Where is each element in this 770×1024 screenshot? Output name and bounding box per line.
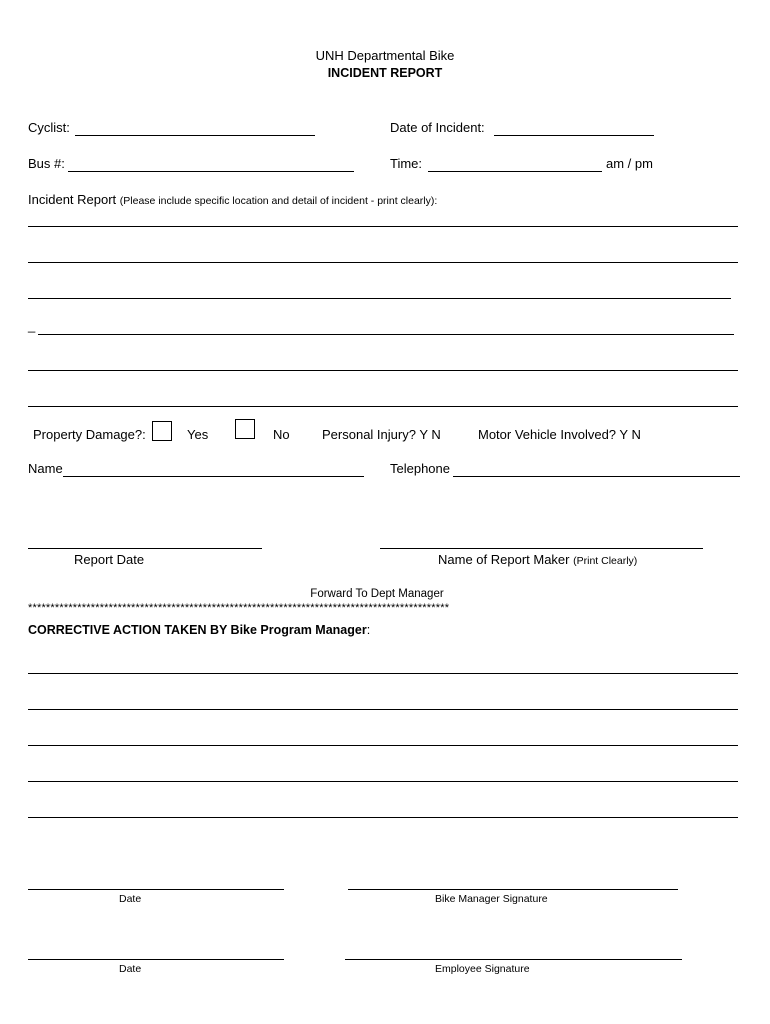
ampm-label: am / pm: [606, 156, 653, 171]
corrective-line-1[interactable]: [28, 673, 738, 674]
name-field[interactable]: [63, 476, 364, 477]
incident-report-hint: (Please include specific location and detail of incident - print clearly):: [119, 195, 438, 207]
name-label: Name: [28, 461, 63, 476]
org-title: UNH Departmental Bike: [315, 48, 455, 63]
bike-manager-signature-label: Bike Manager Signature: [435, 893, 548, 905]
employee-date-label: Date: [119, 963, 142, 975]
report-maker-hint: (Print Clearly): [573, 555, 638, 567]
no-label: No: [273, 427, 290, 442]
date-of-incident-field[interactable]: [494, 135, 654, 136]
yes-label: Yes: [187, 427, 209, 442]
incident-report-title: Incident Report: [28, 192, 117, 207]
employee-date-field[interactable]: [28, 959, 284, 960]
corrective-line-5[interactable]: [28, 817, 738, 818]
motor-vehicle-label: Motor Vehicle Involved? Y N: [478, 427, 641, 442]
stars-divider: **********************************************************************************************: [28, 602, 450, 614]
property-damage-no-checkbox[interactable]: [235, 419, 255, 439]
bus-field[interactable]: [68, 171, 354, 172]
incident-line-4[interactable]: [38, 334, 734, 335]
property-damage-yes-checkbox[interactable]: [152, 421, 172, 441]
employee-signature-label: Employee Signature: [435, 963, 530, 975]
incident-line-3[interactable]: [28, 298, 731, 299]
report-maker-field[interactable]: [380, 548, 703, 549]
telephone-field[interactable]: [453, 476, 740, 477]
manager-date-label: Date: [119, 893, 142, 905]
report-date-field[interactable]: [28, 548, 262, 549]
time-field[interactable]: [428, 171, 602, 172]
time-label: Time:: [390, 156, 423, 171]
report-maker-title: Name of Report Maker: [438, 552, 570, 567]
bike-manager-signature-field[interactable]: [348, 889, 678, 890]
forward-label: Forward To Dept Manager: [310, 588, 444, 600]
report-maker-label: [438, 552, 637, 567]
telephone-label: Telephone: [390, 461, 450, 476]
corrective-action-title: CORRECTIVE ACTION TAKEN BY Bike Program Manager: [28, 623, 367, 637]
corrective-action-heading: [28, 623, 370, 637]
corrective-line-2[interactable]: [28, 709, 738, 710]
incident-line-prefix: _: [28, 318, 36, 333]
incident-line-1[interactable]: [28, 226, 738, 227]
form-title: INCIDENT REPORT: [327, 66, 443, 80]
manager-date-field[interactable]: [28, 889, 284, 890]
cyclist-field[interactable]: [75, 135, 315, 136]
incident-line-2[interactable]: [28, 262, 738, 263]
date-of-incident-label: Date of Incident:: [390, 120, 485, 135]
property-damage-label: Property Damage?:: [33, 427, 146, 442]
corrective-action-colon: :: [366, 623, 371, 637]
personal-injury-label: Personal Injury? Y N: [322, 427, 441, 442]
corrective-line-4[interactable]: [28, 781, 738, 782]
corrective-line-3[interactable]: [28, 745, 738, 746]
incident-report-label: [28, 192, 437, 207]
report-date-label: Report Date: [74, 552, 145, 567]
employee-signature-field[interactable]: [345, 959, 682, 960]
cyclist-label: Cyclist:: [28, 120, 70, 135]
incident-line-6[interactable]: [28, 406, 738, 407]
incident-line-5[interactable]: [28, 370, 738, 371]
bus-label: Bus #:: [28, 156, 65, 171]
